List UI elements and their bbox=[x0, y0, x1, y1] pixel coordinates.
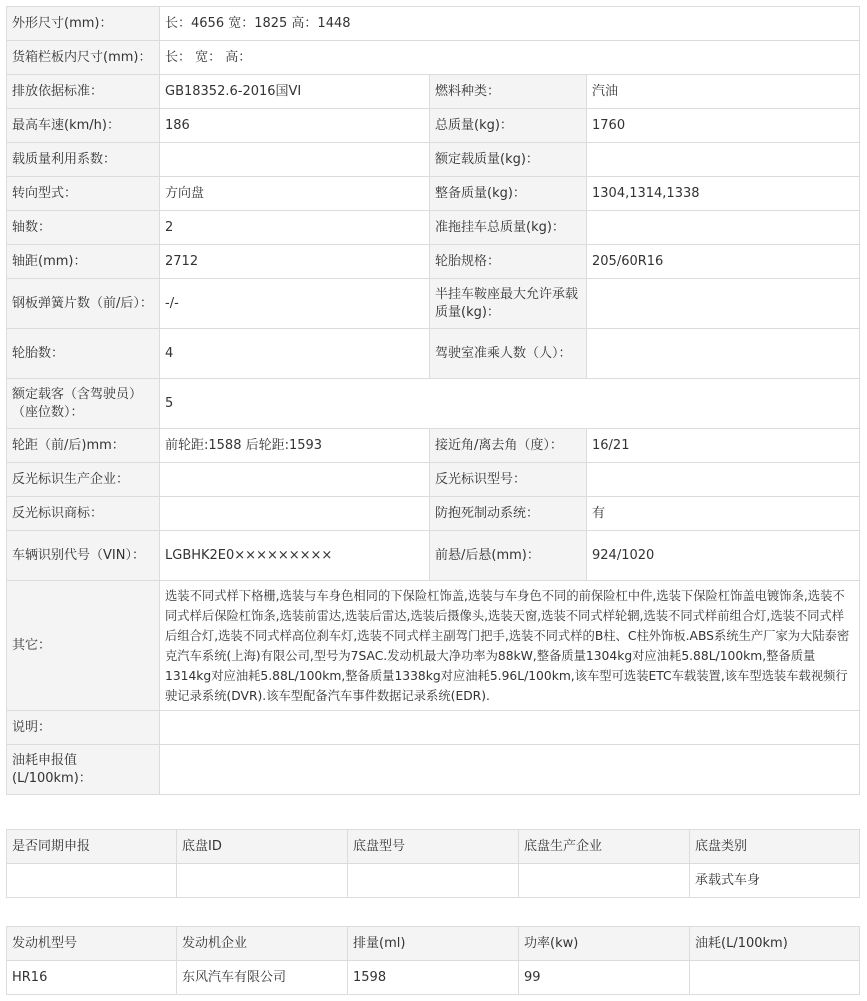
chassis-sync-value bbox=[7, 864, 177, 898]
engine-header-power: 功率(kw) bbox=[519, 927, 690, 961]
vehicle-params-table bbox=[6, 6, 860, 795]
refl-maker-label: 反光标识生产企业： bbox=[7, 463, 160, 497]
total-mass-label: 总质量(kg)： bbox=[430, 109, 587, 143]
engine-fuel-value bbox=[690, 961, 860, 995]
table-row bbox=[7, 745, 860, 795]
cab-value bbox=[587, 329, 860, 379]
axles-label: 轴数： bbox=[7, 211, 160, 245]
table-row bbox=[7, 279, 860, 329]
table-row bbox=[7, 329, 860, 379]
table-row bbox=[7, 711, 860, 745]
chassis-header-maker: 底盘生产企业 bbox=[519, 830, 690, 864]
speed-label: 最高车速(km/h)： bbox=[7, 109, 160, 143]
chassis-model-value bbox=[348, 864, 519, 898]
curb-mass-value: 1304,1314,1338 bbox=[587, 177, 860, 211]
table-row bbox=[7, 143, 860, 177]
engine-header-model: 发动机型号 bbox=[7, 927, 177, 961]
table-row bbox=[7, 961, 860, 995]
cargo-value: 长： 宽： 高： bbox=[160, 41, 860, 75]
table-row bbox=[7, 864, 860, 898]
table-row bbox=[7, 211, 860, 245]
seats-label: 额定载客（含驾驶员）（座位数）： bbox=[7, 379, 160, 429]
table-row bbox=[7, 75, 860, 109]
seats-value: 5 bbox=[160, 379, 860, 429]
other-label: 其它： bbox=[7, 581, 160, 711]
overhang-label: 前悬/后悬(mm)： bbox=[430, 531, 587, 581]
table-row bbox=[7, 463, 860, 497]
fuel-value: 汽油 bbox=[587, 75, 860, 109]
track-value: 前轮距:1588 后轮距:1593 bbox=[160, 429, 430, 463]
engine-maker-value: 东风汽车有限公司 bbox=[177, 961, 348, 995]
angle-label: 接近角/离去角（度）： bbox=[430, 429, 587, 463]
load-coeff-value bbox=[160, 143, 430, 177]
refl-model-value bbox=[587, 463, 860, 497]
refl-brand-value bbox=[160, 497, 430, 531]
load-coeff-label: 载质量利用系数： bbox=[7, 143, 160, 177]
chassis-header-type: 底盘类别 bbox=[690, 830, 860, 864]
curb-mass-label: 整备质量(kg)： bbox=[430, 177, 587, 211]
table-header-row bbox=[7, 830, 860, 864]
table-row bbox=[7, 379, 860, 429]
engine-header-maker: 发动机企业 bbox=[177, 927, 348, 961]
vin-label: 车辆识别代号（VIN）： bbox=[7, 531, 160, 581]
tires-label: 轮胎数： bbox=[7, 329, 160, 379]
rated-load-value bbox=[587, 143, 860, 177]
saddle-value bbox=[587, 279, 860, 329]
table-row bbox=[7, 177, 860, 211]
fuel-label: 燃料种类： bbox=[430, 75, 587, 109]
engine-table bbox=[6, 926, 860, 995]
note-value bbox=[160, 711, 860, 745]
chassis-id-value bbox=[177, 864, 348, 898]
engine-header-fuel: 油耗(L/100km) bbox=[690, 927, 860, 961]
abs-value: 有 bbox=[587, 497, 860, 531]
chassis-maker-value bbox=[519, 864, 690, 898]
table-header-row bbox=[7, 927, 860, 961]
wheelbase-value: 2712 bbox=[160, 245, 430, 279]
saddle-label: 半挂车鞍座最大允许承载质量(kg)： bbox=[430, 279, 587, 329]
tow-mass-label: 准拖挂车总质量(kg)： bbox=[430, 211, 587, 245]
table-row bbox=[7, 245, 860, 279]
table-row bbox=[7, 41, 860, 75]
overhang-value: 924/1020 bbox=[587, 531, 860, 581]
engine-power-value: 99 bbox=[519, 961, 690, 995]
emission-value: GB18352.6-2016国VI bbox=[160, 75, 430, 109]
track-label: 轮距（前/后)mm： bbox=[7, 429, 160, 463]
refl-model-label: 反光标识型号： bbox=[430, 463, 587, 497]
abs-label: 防抱死制动系统： bbox=[430, 497, 587, 531]
tow-mass-value bbox=[587, 211, 860, 245]
chassis-type-value: 承载式车身 bbox=[690, 864, 860, 898]
steering-label: 转向型式： bbox=[7, 177, 160, 211]
table-row bbox=[7, 7, 860, 41]
table-row bbox=[7, 497, 860, 531]
angle-value: 16/21 bbox=[587, 429, 860, 463]
table-row bbox=[7, 581, 860, 711]
vin-value: LGBHK2E0××××××××× bbox=[160, 531, 430, 581]
fuel-cons-label: 油耗申报值(L/100km)： bbox=[7, 745, 160, 795]
chassis-table bbox=[6, 829, 860, 898]
dims-value: 长：4656 宽：1825 高：1448 bbox=[160, 7, 860, 41]
chassis-header-sync: 是否同期申报 bbox=[7, 830, 177, 864]
rated-load-label: 额定载质量(kg)： bbox=[430, 143, 587, 177]
cab-label: 驾驶室准乘人数（人）： bbox=[430, 329, 587, 379]
tire-spec-value: 205/60R16 bbox=[587, 245, 860, 279]
dims-label: 外形尺寸(mm)： bbox=[7, 7, 160, 41]
refl-maker-value bbox=[160, 463, 430, 497]
steering-value: 方向盘 bbox=[160, 177, 430, 211]
table-row bbox=[7, 531, 860, 581]
chassis-header-model: 底盘型号 bbox=[348, 830, 519, 864]
table-row bbox=[7, 429, 860, 463]
total-mass-value: 1760 bbox=[587, 109, 860, 143]
engine-displacement-value: 1598 bbox=[348, 961, 519, 995]
fuel-cons-value bbox=[160, 745, 860, 795]
speed-value: 186 bbox=[160, 109, 430, 143]
cargo-label: 货箱栏板内尺寸(mm)： bbox=[7, 41, 160, 75]
wheelbase-label: 轴距(mm)： bbox=[7, 245, 160, 279]
tires-value: 4 bbox=[160, 329, 430, 379]
emission-label: 排放依据标准： bbox=[7, 75, 160, 109]
note-label: 说明： bbox=[7, 711, 160, 745]
spring-value: -/- bbox=[160, 279, 430, 329]
engine-header-displacement: 排量(ml) bbox=[348, 927, 519, 961]
chassis-header-id: 底盘ID bbox=[177, 830, 348, 864]
other-value: 选装不同式样下格栅,选装与车身色相同的下保险杠饰盖,选装与车身色不同的前保险杠中件,选装下保险杠饰盖电镀饰条,选装不同式样后保险杠饰条,选装前雷达,选装后雷达,选装后摄像头,选装天窗,选装不同式样轮辋,选装不同式样前组合灯,选装不同式样后组合灯,选装不同式样高位刹车灯,选装不同式样主副驾门把手,选装不同式样的B柱、C柱外饰板.ABS系统生产厂家为大陆泰密克汽车系统(上海)有限公司,型号为7SAC.发动机最大净功率为88kW,整备质量1304kg对应油耗5.88L/100km,整备质量1314kg对应油耗5.88L/100km,整备质量1338kg对应油耗5.96L/100km,该车型可选装ETC车载装置,该车型选装车载视频行驶记录系统(DVR).该车型配备汽车事件数据记录系统(EDR). bbox=[160, 581, 860, 711]
engine-model-value: HR16 bbox=[7, 961, 177, 995]
table-row bbox=[7, 109, 860, 143]
tire-spec-label: 轮胎规格： bbox=[430, 245, 587, 279]
axles-value: 2 bbox=[160, 211, 430, 245]
spring-label: 钢板弹簧片数（前/后）： bbox=[7, 279, 160, 329]
refl-brand-label: 反光标识商标： bbox=[7, 497, 160, 531]
